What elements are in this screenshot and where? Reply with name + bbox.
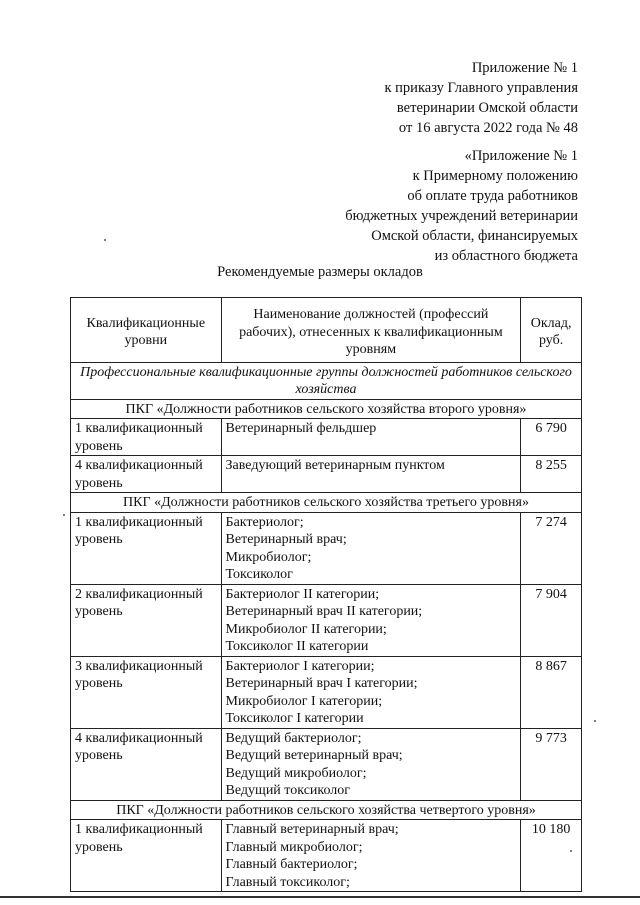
position-name: Главный токсиколог; bbox=[225, 874, 350, 890]
position-name: Ведущий токсиколог bbox=[225, 783, 351, 798]
position-name: Главный ветеринарный врач; bbox=[225, 822, 399, 837]
scan-speck bbox=[570, 850, 572, 852]
qualification-level-cell: 2 квалификационный уровень bbox=[71, 584, 222, 656]
position-name: Ведущий бактериолог; bbox=[225, 730, 362, 746]
header-line: от 16 августа 2022 года № 48 bbox=[398, 120, 578, 136]
position-name: Микробиолог; bbox=[225, 549, 312, 565]
sub-appendix-header bbox=[345, 146, 578, 266]
pkg-section-title: ПКГ «Должности работников сельского хозяйства четвертого уровня» bbox=[71, 800, 582, 820]
table-header-row bbox=[71, 298, 582, 363]
qualification-level-cell: 4 квалификационный уровень bbox=[71, 728, 222, 800]
header-line: из областного бюджета bbox=[434, 248, 578, 264]
header-line: к Примерному положению bbox=[412, 168, 578, 184]
salary-cell: 8 255 bbox=[521, 456, 582, 493]
salary-cell: 6 790 bbox=[521, 419, 582, 456]
position-name: Главный бактериолог; bbox=[225, 857, 358, 872]
positions-cell bbox=[221, 512, 521, 584]
position-name: Токсиколог bbox=[225, 567, 293, 582]
header-line: об оплате труда работников bbox=[407, 188, 578, 204]
header-line: Омской области, финансируемых bbox=[371, 228, 578, 244]
table-row bbox=[71, 419, 582, 456]
position-name: Ведущий ветеринарный врач; bbox=[225, 748, 403, 763]
document-title: Рекомендуемые размеры окладов bbox=[217, 264, 423, 280]
table-row bbox=[71, 728, 582, 800]
header-line: бюджетных учреждений ветеринарии bbox=[345, 208, 578, 224]
table-body bbox=[71, 362, 582, 892]
position-name: Токсиколог I категории bbox=[225, 711, 364, 726]
position-name: Бактериолог I категории; bbox=[225, 658, 375, 674]
positions-cell bbox=[221, 820, 521, 892]
positions-cell bbox=[221, 419, 521, 456]
table-row bbox=[71, 456, 582, 493]
header-line: к приказу Главного управления bbox=[384, 80, 578, 96]
salary-cell: 10 180 bbox=[521, 820, 582, 892]
group-title: Профессиональные квалификационные группы должностей работников сельского хозяйства bbox=[71, 362, 582, 399]
pkg-section-title: ПКГ «Должности работников сельского хозяйства второго уровня» bbox=[71, 399, 582, 419]
header-line: ветеринарии Омской области bbox=[396, 100, 578, 116]
pkg-section-row bbox=[71, 493, 582, 513]
table-row bbox=[71, 512, 582, 584]
pkg-section-title: ПКГ «Должности работников сельского хозяйства третьего уровня» bbox=[71, 493, 582, 513]
header-line: Приложение № 1 bbox=[471, 60, 578, 76]
position-name: Ветеринарный врач; bbox=[225, 532, 347, 547]
scan-speck bbox=[63, 514, 65, 516]
header-salary: Оклад, руб. bbox=[521, 298, 582, 363]
position-name: Бактериолог; bbox=[225, 514, 304, 530]
header-position-names: Наименование должностей (профессий рабочих), отнесенных к квалификационным уровням bbox=[221, 298, 521, 363]
salary-cell: 7 904 bbox=[521, 584, 582, 656]
position-name: Микробиолог I категории; bbox=[225, 693, 383, 709]
salary-cell: 8 867 bbox=[521, 656, 582, 728]
pkg-section-row bbox=[71, 800, 582, 820]
position-name: Ведущий микробиолог; bbox=[225, 765, 367, 781]
scan-speck bbox=[594, 720, 596, 722]
group-title-row bbox=[71, 362, 582, 399]
table-row bbox=[71, 584, 582, 656]
salary-cell: 7 274 bbox=[521, 512, 582, 584]
qualification-level-cell: 3 квалификационный уровень bbox=[71, 656, 222, 728]
salary-table bbox=[70, 297, 582, 892]
position-name: Заведующий ветеринарным пунктом bbox=[225, 458, 445, 473]
table-row bbox=[71, 656, 582, 728]
qualification-level-cell: 4 квалификационный уровень bbox=[71, 456, 222, 493]
positions-cell bbox=[221, 456, 521, 493]
positions-cell bbox=[221, 656, 521, 728]
table-row bbox=[71, 820, 582, 892]
qualification-level-cell: 1 квалификационный уровень bbox=[71, 512, 222, 584]
positions-cell bbox=[221, 728, 521, 800]
position-name: Токсиколог II категории bbox=[225, 639, 369, 654]
header-line: «Приложение № 1 bbox=[464, 148, 578, 164]
position-name: Ветеринарный врач I категории; bbox=[225, 676, 418, 691]
appendix-header bbox=[385, 58, 579, 138]
page-bottom-edge bbox=[0, 896, 640, 898]
position-name: Ветеринарный врач II категории; bbox=[225, 604, 423, 619]
position-name: Микробиолог II категории; bbox=[225, 621, 387, 637]
position-name: Главный микробиолог; bbox=[225, 839, 363, 855]
pkg-section-row bbox=[71, 399, 582, 419]
position-name: Бактериолог II категории; bbox=[225, 586, 380, 602]
qualification-level-cell: 1 квалификационный уровень bbox=[71, 419, 222, 456]
salary-cell: 9 773 bbox=[521, 728, 582, 800]
scan-speck bbox=[104, 239, 106, 241]
positions-cell bbox=[221, 584, 521, 656]
position-name: Ветеринарный фельдшер bbox=[225, 421, 377, 436]
qualification-level-cell: 1 квалификационный уровень bbox=[71, 820, 222, 892]
header-qualification-levels: Квалификационные уровни bbox=[71, 298, 222, 363]
